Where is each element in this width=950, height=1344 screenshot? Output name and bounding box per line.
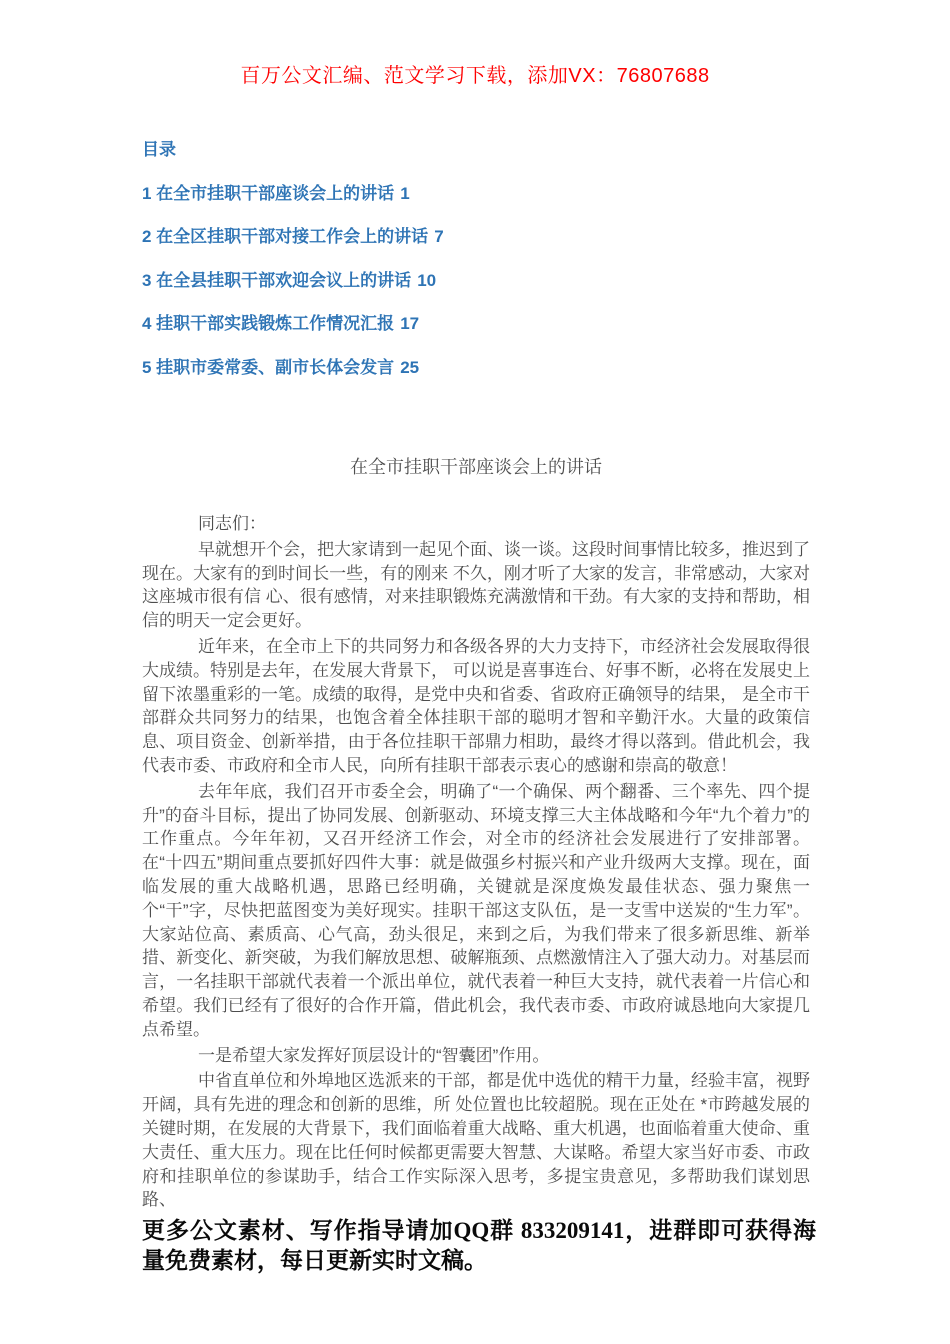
toc-item-label: 2 在全区挂职干部对接工作会上的讲话	[142, 227, 429, 246]
toc-item-page: 10	[417, 270, 437, 290]
toc-item-2[interactable]	[142, 226, 812, 248]
toc-item-page: 7	[434, 227, 444, 246]
toc-item-page: 1	[400, 183, 410, 203]
paragraph: 中省直单位和外埠地区选派来的干部，都是优中选优的精干力量，经验丰富，视野开阔，具有先进的理念和创新的思维，所 处位置也比较超脱。现在正处在 *市跨越发展的关键时期，在发展的大背景下，我们面临着重大战略、重大机遇，也面临着重大使命、重大责任、重大压力。现在比任何时候都更需要大智慧、大谋略。希望大家当好市委、市政府和挂职单位的参谋助手，结合工作实际深入思考，多提宝贵意见，多帮助我们谋划思路、	[142, 1071, 810, 1210]
paragraph-salutation: 同志们：	[198, 514, 266, 533]
footer-promo-text: 更多公文素材、写作指导请加QQ群 833209141，进群即可获得海量免费素材，每日更新实时文稿。	[142, 1218, 816, 1273]
header-promo-text: 百万公文汇编、范文学习下载，添加VX：76807688	[240, 65, 710, 87]
toc-item-1[interactable]	[142, 183, 812, 205]
document-body	[142, 512, 810, 1214]
paragraph: 去年年底，我们召开市委全会，明确了“一个确保、两个翻番、三个率先、四个提升”的奋斗目标，提出了协同发展、创新驱动、环境支撑三大主体战略和今年“九个着力”的工作重点。今年年初，又召开经济工作会，对全市的经济社会发展进行了安排部署。在“十四五”期间重点要抓好四件大事：就是做强乡村振兴和产业升级两大支撑。现在，面临发展的重大战略机遇，思路已经明确，关键就是深度焕发最佳状态、强力聚焦一个“干”字，尽快把蓝图变为美好现实。挂职干部这支队伍，是一支雪中送炭的“生力军”。大家站位高、素质高、心气高，劲头很足，来到之后，为我们带来了很多新思维、新举措、新变化、新突破，为我们解放思想、破解瓶颈、点燃激情注入了强大动力。对基层而言，一名挂职干部就代表着一个派出单位，就代表着一种巨大支持，就代表着一片信心和希望。我们已经有了很好的合作开篇，借此机会，我代表市委、市政府诚恳地向大家提几点希望。	[142, 781, 810, 1039]
paragraph: 近年来，在全市上下的共同努力和各级各界的大力支持下，市经济社会发展取得很大成绩。特别是去年，在发展大背景下， 可以说是喜事连台、好事不断，必将在发展史上留下浓墨重彩的一笔。成绩的取得，是党中央和省委、省政府正确领导的结果， 是全市干部群众共同努力的结果，也饱含着全体挂职干部的聪明才智和辛勤汗水。大量的政策信息、项目资金、创新举措，由于各位挂职干部鼎力相助，最终才得以落到。借此机会，我代表市委、市政府和全市人民，向所有挂职干部表示衷心的感谢和崇高的敬意！	[142, 636, 810, 775]
toc-item-label: 4 挂职干部实践锻炼工作情况汇报	[142, 314, 395, 333]
paragraph: 一是希望大家发挥好顶层设计的“智囊团”作用。	[198, 1045, 550, 1065]
toc-item-label: 3 在全县挂职干部欢迎会议上的讲话	[142, 270, 412, 290]
toc-item-label: 5 挂职市委常委、副市长体会发言	[142, 357, 395, 377]
document-title: 在全市挂职干部座谈会上的讲话	[350, 457, 602, 477]
toc-item-page: 17	[400, 314, 420, 333]
paragraph: 早就想开个会，把大家请到一起见个面、谈一谈。这段时间事情比较多，推迟到了现在。大家有的到时间长一些，有的刚来 不久，刚才听了大家的发言，非常感动，大家对这座城市很有信 心、很有感情，对来挂职锻炼充满激情和干劲。有大家的支持和帮助，相信的明天一定会更好。	[142, 539, 810, 631]
toc-item-3[interactable]	[142, 270, 812, 292]
toc-item-page: 25	[400, 357, 420, 377]
table-of-contents	[142, 139, 812, 400]
toc-item-4[interactable]	[142, 313, 812, 335]
toc-item-label: 1 在全市挂职干部座谈会上的讲话	[142, 183, 395, 203]
toc-item-5[interactable]	[142, 357, 812, 379]
toc-heading: 目录	[142, 140, 176, 159]
